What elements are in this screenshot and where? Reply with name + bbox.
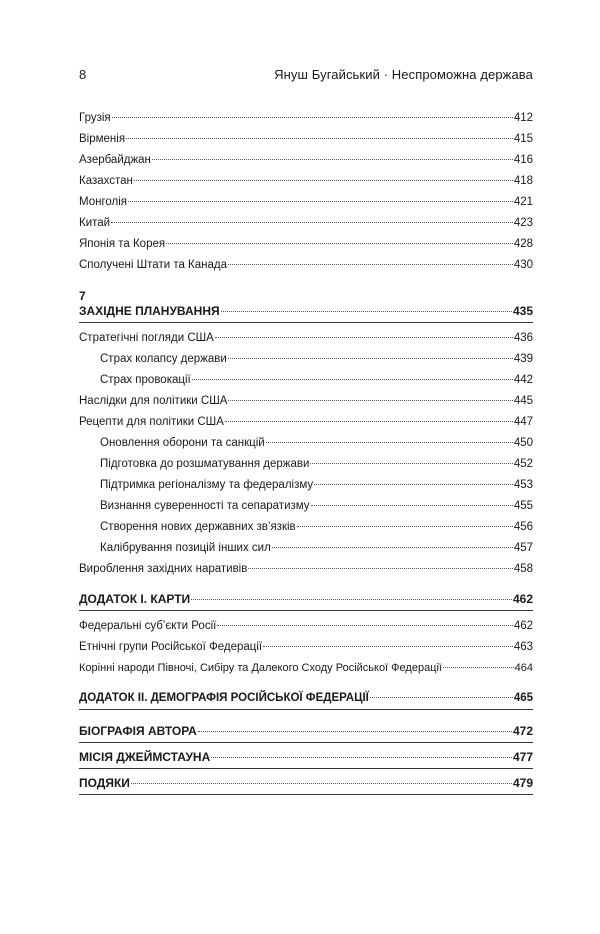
toc-entry[interactable] — [79, 194, 533, 210]
toc-entry-page: 457 — [513, 542, 533, 554]
toc-entry-title: Азербайджан — [79, 154, 151, 166]
toc-subentry[interactable] — [100, 456, 533, 472]
toc-entry-title: Казахстан — [79, 175, 133, 187]
toc-entry-page: 464 — [514, 662, 533, 674]
toc-entry[interactable] — [79, 561, 533, 577]
toc-entry[interactable] — [79, 173, 533, 189]
toc-entry-page: 416 — [513, 154, 533, 166]
toc-entry-page: 442 — [513, 374, 533, 386]
toc-entry-title: Рецепти для політики США — [79, 416, 224, 428]
dot-leader — [112, 117, 513, 118]
toc-entry-page: 456 — [513, 521, 533, 533]
toc-entry[interactable] — [79, 414, 533, 430]
dot-leader — [228, 358, 513, 359]
toc-entry-title: Підтримка регіоналізму та федералізму — [100, 479, 314, 491]
dot-leader — [370, 697, 513, 698]
toc-entry-page: 439 — [513, 353, 533, 365]
toc-entry-title: МІСІЯ ДЖЕЙМСТАУНА — [79, 750, 211, 764]
divider — [79, 794, 533, 795]
divider — [79, 709, 533, 710]
page-header — [79, 67, 533, 87]
toc-entry[interactable] — [79, 393, 533, 409]
toc-entry-title: Корінні народи Півночі, Сибіру та Далекого Сходу Російської Федерації — [79, 662, 442, 674]
dot-leader — [228, 400, 512, 401]
dot-leader — [221, 311, 512, 312]
toc-entry-page: 462 — [513, 620, 533, 632]
toc-entry-title: ЗАХІДНЕ ПЛАНУВАННЯ — [79, 304, 220, 318]
toc-entry-page: 452 — [513, 458, 533, 470]
dot-leader — [215, 337, 513, 338]
dot-leader — [192, 379, 513, 380]
divider — [79, 768, 533, 769]
toc-entry-page: 412 — [513, 112, 533, 124]
toc-subentry[interactable] — [100, 351, 533, 367]
toc-entry-page: 472 — [512, 724, 533, 738]
toc-entry[interactable] — [79, 618, 533, 634]
toc-entry[interactable] — [79, 152, 533, 168]
toc-entry-page: 462 — [512, 592, 533, 606]
toc-entry-title: Федеральні суб’єкти Росії — [79, 620, 217, 632]
toc-subentry[interactable] — [100, 435, 533, 451]
toc-entry-title: Монголія — [79, 196, 128, 208]
toc-entry-title: Калібрування позицій інших сил — [100, 542, 271, 554]
toc-entry-page: 415 — [513, 133, 533, 145]
dot-leader — [126, 138, 513, 139]
toc-entry-page: 465 — [513, 692, 533, 704]
toc-entry-page: 447 — [513, 416, 533, 428]
toc-entry-title: Китай — [79, 217, 111, 229]
toc-entry-title: Грузія — [79, 112, 111, 124]
toc-entry-title: ДОДАТОК І. КАРТИ — [79, 592, 191, 606]
appendix-title-entry[interactable] — [79, 591, 533, 607]
toc-entry[interactable] — [79, 110, 533, 126]
dot-leader — [314, 484, 513, 485]
toc-subentry[interactable] — [100, 540, 533, 556]
divider — [79, 610, 533, 611]
toc-entry-page: 455 — [513, 500, 533, 512]
toc-entry-page: 435 — [512, 304, 533, 318]
dot-leader — [166, 243, 513, 244]
toc-entry-title: Страх колапсу держави — [100, 353, 227, 365]
toc-entry-title: Сполучені Штати та Канада — [79, 259, 228, 271]
dot-leader — [310, 463, 512, 464]
toc-entry[interactable] — [79, 257, 533, 273]
page-number: 8 — [79, 67, 87, 82]
toc-entry-page: 445 — [513, 395, 533, 407]
running-title: Януш Бугайський · Неспроможна держава — [274, 67, 533, 82]
toc-entry-page: 430 — [513, 259, 533, 271]
dot-leader — [225, 421, 513, 422]
toc-entry-title: БІОГРАФІЯ АВТОРА — [79, 724, 197, 738]
toc-entry[interactable] — [79, 660, 533, 676]
dot-leader — [311, 505, 513, 506]
dot-leader — [111, 222, 513, 223]
dot-leader — [131, 783, 512, 784]
toc-entry[interactable] — [79, 131, 533, 147]
toc-entry-title: Вироблення західних наративів — [79, 563, 248, 575]
toc-entry-page: 463 — [513, 641, 533, 653]
toc-entry-title: ДОДАТОК ІІ. ДЕМОГРАФІЯ РОСІЙСЬКОЇ ФЕДЕРАЦІЇ — [79, 692, 369, 704]
mission-entry[interactable] — [79, 749, 533, 765]
toc-entry-page: 428 — [513, 238, 533, 250]
chapter-number: 7 — [79, 289, 86, 303]
toc-entry-title: Оновлення оборони та санкцій — [100, 437, 265, 449]
toc-subentry[interactable] — [100, 477, 533, 493]
toc-entry-title: Створення нових державних зв’язків — [100, 521, 296, 533]
dot-leader — [211, 757, 512, 758]
dot-leader — [272, 547, 513, 548]
toc-entry[interactable] — [79, 639, 533, 655]
divider — [79, 322, 533, 323]
dot-leader — [266, 442, 513, 443]
toc-entry-title: Визнання суверенності та сепаратизму — [100, 500, 310, 512]
dot-leader — [134, 180, 513, 181]
dot-leader — [198, 731, 512, 732]
toc-entry-title: Підготовка до розшматування держави — [100, 458, 310, 470]
toc-entry-page: 477 — [512, 750, 533, 764]
toc-entry-page: 450 — [513, 437, 533, 449]
dot-leader — [191, 599, 512, 600]
toc-entry[interactable] — [79, 236, 533, 252]
biography-entry[interactable] — [79, 723, 533, 739]
toc-entry-page: 418 — [513, 175, 533, 187]
toc-entry-page: 436 — [513, 332, 533, 344]
toc-entry-title: Японія та Корея — [79, 238, 166, 250]
dot-leader — [152, 159, 513, 160]
toc-entry-page: 421 — [513, 196, 533, 208]
dot-leader — [228, 264, 513, 265]
toc-entry-title: ПОДЯКИ — [79, 776, 130, 790]
toc-entry[interactable] — [79, 330, 533, 346]
toc-entry-page: 479 — [512, 776, 533, 790]
toc-entry-title: Наслідки для політики США — [79, 395, 228, 407]
toc-entry-page: 453 — [513, 479, 533, 491]
toc-entry-page: 423 — [513, 217, 533, 229]
toc-subentry[interactable] — [100, 372, 533, 388]
thanks-entry[interactable] — [79, 775, 533, 791]
toc-subentry[interactable] — [100, 519, 533, 535]
dot-leader — [128, 201, 513, 202]
toc-entry-title: Вірменія — [79, 133, 126, 145]
toc-entry-title: Етнічні групи Російської Федерації — [79, 641, 263, 653]
toc-subentry[interactable] — [100, 498, 533, 514]
toc-entry-title: Страх провокації — [100, 374, 191, 386]
dot-leader — [443, 667, 514, 668]
dot-leader — [248, 568, 512, 569]
dot-leader — [297, 526, 513, 527]
toc-entry[interactable] — [79, 215, 533, 231]
appendix-title-entry[interactable] — [79, 690, 533, 706]
dot-leader — [217, 625, 512, 626]
dot-leader — [263, 646, 513, 647]
divider — [79, 742, 533, 743]
toc-entry-page: 458 — [513, 563, 533, 575]
chapter-title-entry[interactable] — [79, 303, 533, 319]
toc-entry-title: Стратегічні погляди США — [79, 332, 214, 344]
